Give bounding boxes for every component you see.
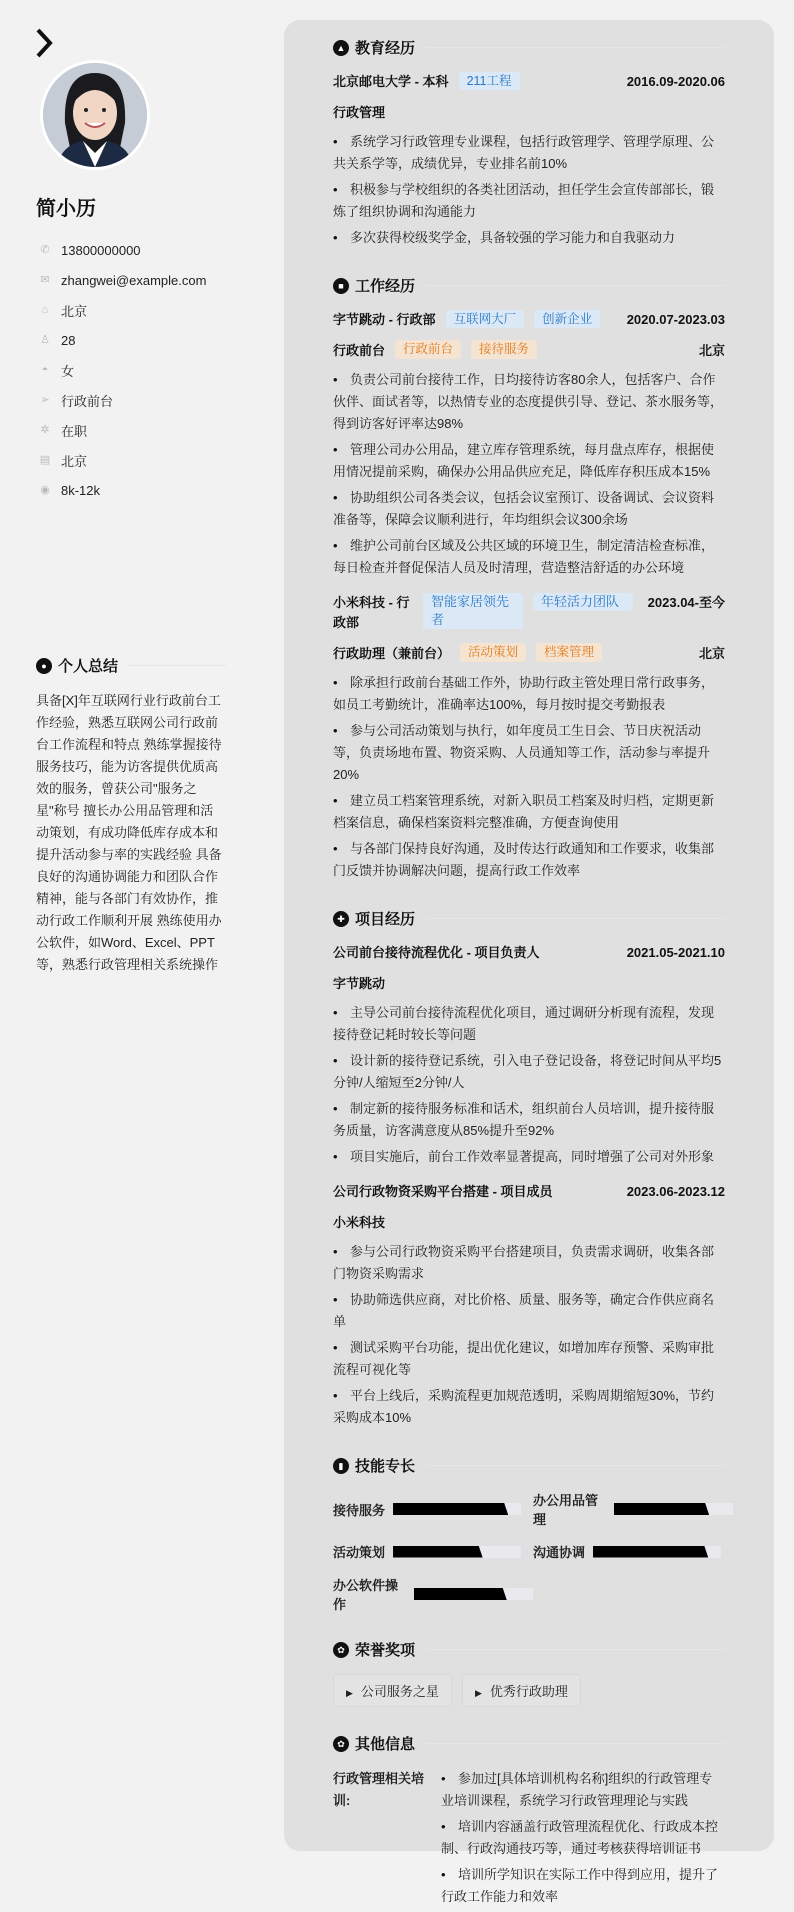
play-icon: ▶ [474, 1688, 482, 1698]
job-role-row [333, 340, 725, 359]
info-text: 28 [61, 332, 76, 348]
mail-icon: ✉ [40, 274, 50, 286]
job-bullets [333, 369, 725, 579]
job-role: 行政前台 [333, 343, 386, 358]
info-text: 北京 [61, 453, 88, 469]
job-date: 2020.07-2023.03 [626, 312, 725, 327]
graduation-cap-icon: ▲ [333, 40, 349, 56]
info-text: 在职 [61, 423, 88, 439]
logo-chevron-icon [36, 28, 54, 58]
bullet-item: • 系统学习行政管理专业课程，包括行政管理学、管理学原理、公共关系学等，成绩优异，专业排名前10% [333, 131, 725, 175]
project-name: 公司前台接待流程优化 - 项目负责人 [333, 945, 540, 960]
job-bullets [333, 672, 725, 882]
skill-bar-fill [593, 1546, 708, 1558]
company-tag: 互联网大厂 [446, 310, 525, 328]
skill-bar [393, 1546, 521, 1558]
skill-name: 办公软件操作 [333, 1578, 399, 1612]
bullet-item: • 培训内容涵盖行政管理流程优化、行政成本控制、行政沟通技巧等，通过考核获得培训证书 [441, 1816, 725, 1860]
project-bullets [333, 1002, 725, 1168]
skills-heading [333, 1455, 725, 1476]
user-icon: ● [36, 658, 52, 674]
skill-list [333, 1490, 725, 1613]
info-text: 北京 [61, 303, 88, 319]
role-tag: 活动策划 [460, 643, 526, 662]
bullet-item: • 参加过[具体培训机构名称]组织的行政管理专业培训课程，系统学习行政管理理论与实践 [441, 1768, 725, 1812]
info-item [36, 295, 226, 325]
bar-chart-icon: ▮ [333, 1458, 349, 1474]
projects-heading [333, 908, 725, 929]
salary-icon: ◉ [40, 484, 50, 496]
skill-name: 办公用品管理 [533, 1493, 599, 1527]
job-role: 行政助理（兼前台） [333, 646, 451, 661]
awards-heading [333, 1639, 725, 1660]
project-name: 公司行政物资采购平台搭建 - 项目成员 [333, 1184, 553, 1199]
job-date: 2023.04-至今 [647, 595, 725, 610]
job-role-row [333, 643, 725, 662]
divider [425, 1649, 725, 1650]
role-tag: 接待服务 [471, 340, 537, 359]
sidebar [36, 28, 226, 976]
education-date: 2016.09-2020.06 [626, 74, 725, 89]
other-heading [333, 1733, 725, 1754]
company-name: 字节跳动 - 行政部 [333, 312, 436, 327]
award-badge [333, 1674, 452, 1707]
role-group [333, 340, 537, 359]
bullet-item: • 平台上线后，采购流程更加规范透明，采购周期缩短30%，节约采购成本10% [333, 1385, 725, 1429]
project-list [333, 943, 725, 1429]
project-header [333, 943, 725, 963]
info-item [36, 475, 226, 505]
bullet-item: • 除承担行政前台基础工作外，协助行政主管处理日常行政事务，如员工考勤统计，准确率达100%，每月按时提交考勤报表 [333, 672, 725, 716]
divider [425, 1743, 725, 1744]
job-header [333, 310, 725, 330]
status-icon: ✲ [40, 424, 50, 436]
info-item [36, 235, 226, 265]
bullet-item: • 负责公司前台接待工作，日均接待访客80余人，包括客户、合作伙伴、面试者等，以热情专业的态度提供引导、登记、茶水服务等，得到访客好评率达98% [333, 369, 725, 435]
project-date: 2023.06-2023.12 [626, 1184, 725, 1199]
info-item [36, 265, 226, 295]
job-list [333, 310, 725, 882]
section-title: 教育经历 [355, 40, 416, 57]
project-date: 2021.05-2021.10 [626, 945, 725, 960]
main-panel [284, 20, 774, 1904]
skill-item [333, 1542, 533, 1561]
send-icon: ➢ [40, 394, 50, 406]
school-tag: 211工程 [459, 72, 520, 90]
project-org: 字节跳动 [333, 976, 386, 991]
award-badge [462, 1674, 581, 1707]
info-icon: ✿ [333, 1736, 349, 1752]
company-tag: 创新企业 [534, 310, 600, 328]
awards-section [333, 1639, 725, 1707]
bullet-item: • 建立员工档案管理系统，对新入职员工档案及时归档，定期更新档案信息，确保档案资料完整准确，方便查询使用 [333, 790, 725, 834]
info-text: 女 [61, 363, 75, 379]
contact-info [36, 235, 226, 505]
bullet-item: • 制定新的接待服务标准和话术，组织前台人员培训，提升接待服务质量，访客满意度从85%提升至92% [333, 1098, 725, 1142]
job-city: 北京 [698, 343, 725, 358]
info-text: 行政前台 [61, 393, 114, 409]
skill-bar-fill [614, 1503, 709, 1515]
bullet-item: • 参与公司活动策划与执行，如年度员工生日会、节日庆祝活动等，负责场地布置、物资采购、人员通知等工作，活动参与率提升20% [333, 720, 725, 786]
divider [425, 47, 725, 48]
section-title: 技能专长 [355, 1458, 416, 1475]
phone-icon: ✆ [40, 244, 50, 256]
info-text: 8k-12k [61, 482, 101, 498]
job-entry [333, 310, 725, 579]
grid-icon: ✚ [333, 911, 349, 927]
bullet-item: • 积极参与学校组织的各类社团活动，担任学生会宣传部部长，锻炼了组织协调和沟通能力 [333, 179, 725, 223]
info-text: 13800000000 [61, 242, 141, 258]
summary-text: 具备[X]年互联网行业行政前台工作经验，熟悉互联网公司行政前台工作流程和特点 熟练掌握接待服务技巧，能为访客提供优质高效的服务，曾获公司"服务之星"称号 擅长办公用品管理和活动策划，有成功降低库存成本和提升活动参与率的实践经验 具备良好的沟通协调能力和团队合作精神，能与各部门有效协作，推动行政工作顺利开展 熟练使用办公软件，如Word、Excel、PPT等，熟悉行政管理相关系统操作 [36, 693, 222, 972]
major: 行政管理 [333, 105, 386, 120]
bullet-item: • 协助组织公司各类会议，包括会议室预订、设备调试、会议资料准备等，保障会议顺利进行，年均组织会议300余场 [333, 487, 725, 531]
company-tag: 智能家居领先者 [423, 593, 523, 629]
divider [128, 665, 226, 666]
skills-section [333, 1455, 725, 1613]
candidate-name: 简小历 [36, 198, 96, 220]
bullet-item: • 维护公司前台区域及公共区域的环境卫生，制定清洁检查标准，每日检查并督促保洁人员及时清理，营造整洁舒适的办公环境 [333, 535, 725, 579]
bullet-item: • 多次获得校级奖学金，具备较强的学习能力和自我驱动力 [333, 227, 725, 249]
skill-bar [414, 1588, 533, 1600]
role-tag: 档案管理 [536, 643, 602, 662]
skill-bar-fill [393, 1503, 508, 1515]
building-icon: ▤ [39, 454, 51, 466]
divider [425, 285, 725, 286]
bullet-item: • 管理公司办公用品，建立库存管理系统，每月盘点库存，根据使用情况提前采购，确保办公用品供应充足，降低库存积压成本15% [333, 439, 725, 483]
bullet-item: • 设计新的接待登记系统，引入电子登记设备，将登记时间从平均5分钟/人缩短至2分钟/人 [333, 1050, 725, 1094]
project-org: 小米科技 [333, 1215, 386, 1230]
award-name: 优秀行政助理 [489, 1684, 568, 1699]
school-name: 北京邮电大学 - 本科 [333, 74, 449, 89]
skill-name: 沟通协调 [533, 1545, 586, 1560]
skill-bar-fill [393, 1546, 483, 1558]
skill-item [533, 1490, 733, 1528]
summary-heading [36, 655, 226, 676]
section-title: 个人总结 [58, 658, 119, 675]
bullet-item: • 主导公司前台接待流程优化项目，通过调研分析现有流程，发现接待登记耗时较长等问题 [333, 1002, 725, 1046]
award-icon: ✿ [333, 1642, 349, 1658]
education-section [333, 37, 725, 249]
job-company-group [333, 310, 600, 330]
work-heading [333, 275, 725, 296]
info-item [36, 385, 226, 415]
briefcase-icon: ■ [333, 278, 349, 294]
training-label: 行政管理相关培训: [333, 1771, 425, 1808]
project-header [333, 1182, 725, 1202]
other-section [333, 1733, 725, 1912]
project-bullets [333, 1241, 725, 1429]
education-row [333, 72, 725, 92]
skill-item [533, 1542, 733, 1561]
skill-item [333, 1575, 533, 1613]
company-name: 小米科技 - 行政部 [333, 595, 410, 630]
skill-bar [393, 1503, 521, 1515]
bullet-item: • 与各部门保持良好沟通，及时传达行政通知和工作要求，收集部门反馈并协调解决问题，提高行政工作效率 [333, 838, 725, 882]
bullet-item: • 项目实施后，前台工作效率显著提高，同时增强了公司对外形象 [333, 1146, 725, 1168]
info-item [36, 355, 226, 385]
projects-section [333, 908, 725, 1429]
project-entry [333, 943, 725, 1168]
section-title: 其他信息 [355, 1736, 416, 1753]
bullet-item: • 培训所学知识在实际工作中得到应用，提升了行政工作能力和效率 [441, 1864, 725, 1908]
home-icon: ⌂ [41, 304, 49, 316]
bullet-item: • 协助筛选供应商，对比价格、质量、服务等，确定合作供应商名单 [333, 1289, 725, 1333]
skill-name: 活动策划 [333, 1545, 386, 1560]
skill-name: 接待服务 [333, 1502, 386, 1518]
role-group [333, 643, 602, 662]
training-info [333, 1768, 725, 1912]
job-header [333, 593, 725, 633]
skill-bar-fill [414, 1588, 507, 1600]
job-city: 北京 [698, 646, 725, 661]
divider [425, 1465, 725, 1466]
education-bullets [333, 131, 725, 249]
job-company-group [333, 593, 633, 633]
avatar [40, 60, 150, 170]
info-item [36, 415, 226, 445]
award-name: 公司服务之星 [360, 1684, 439, 1699]
cake-icon: ♙ [40, 334, 50, 346]
skill-bar [593, 1546, 721, 1558]
training-bullets [441, 1768, 725, 1912]
role-tag: 行政前台 [395, 340, 461, 359]
play-icon: ▶ [346, 1688, 353, 1698]
section-title: 工作经历 [355, 278, 416, 295]
gender-icon: ◓ [41, 364, 49, 376]
section-title: 荣誉奖项 [355, 1642, 416, 1659]
company-tag: 年轻活力团队 [533, 593, 633, 611]
bullet-item: • 测试采购平台功能，提出优化建议，如增加库存预警、采购审批流程可视化等 [333, 1337, 725, 1381]
info-item [36, 445, 226, 475]
job-entry [333, 593, 725, 882]
section-title: 项目经历 [355, 911, 416, 928]
divider [425, 918, 725, 919]
skill-bar [614, 1503, 733, 1515]
info-item [36, 325, 226, 355]
info-text: zhangwei@example.com [61, 272, 207, 288]
award-list [333, 1674, 725, 1707]
skill-item [333, 1490, 533, 1528]
project-entry [333, 1182, 725, 1429]
education-heading [333, 37, 725, 58]
work-section [333, 275, 725, 882]
bullet-item: • 参与公司行政物资采购平台搭建项目，负责需求调研，收集各部门物资采购需求 [333, 1241, 725, 1285]
